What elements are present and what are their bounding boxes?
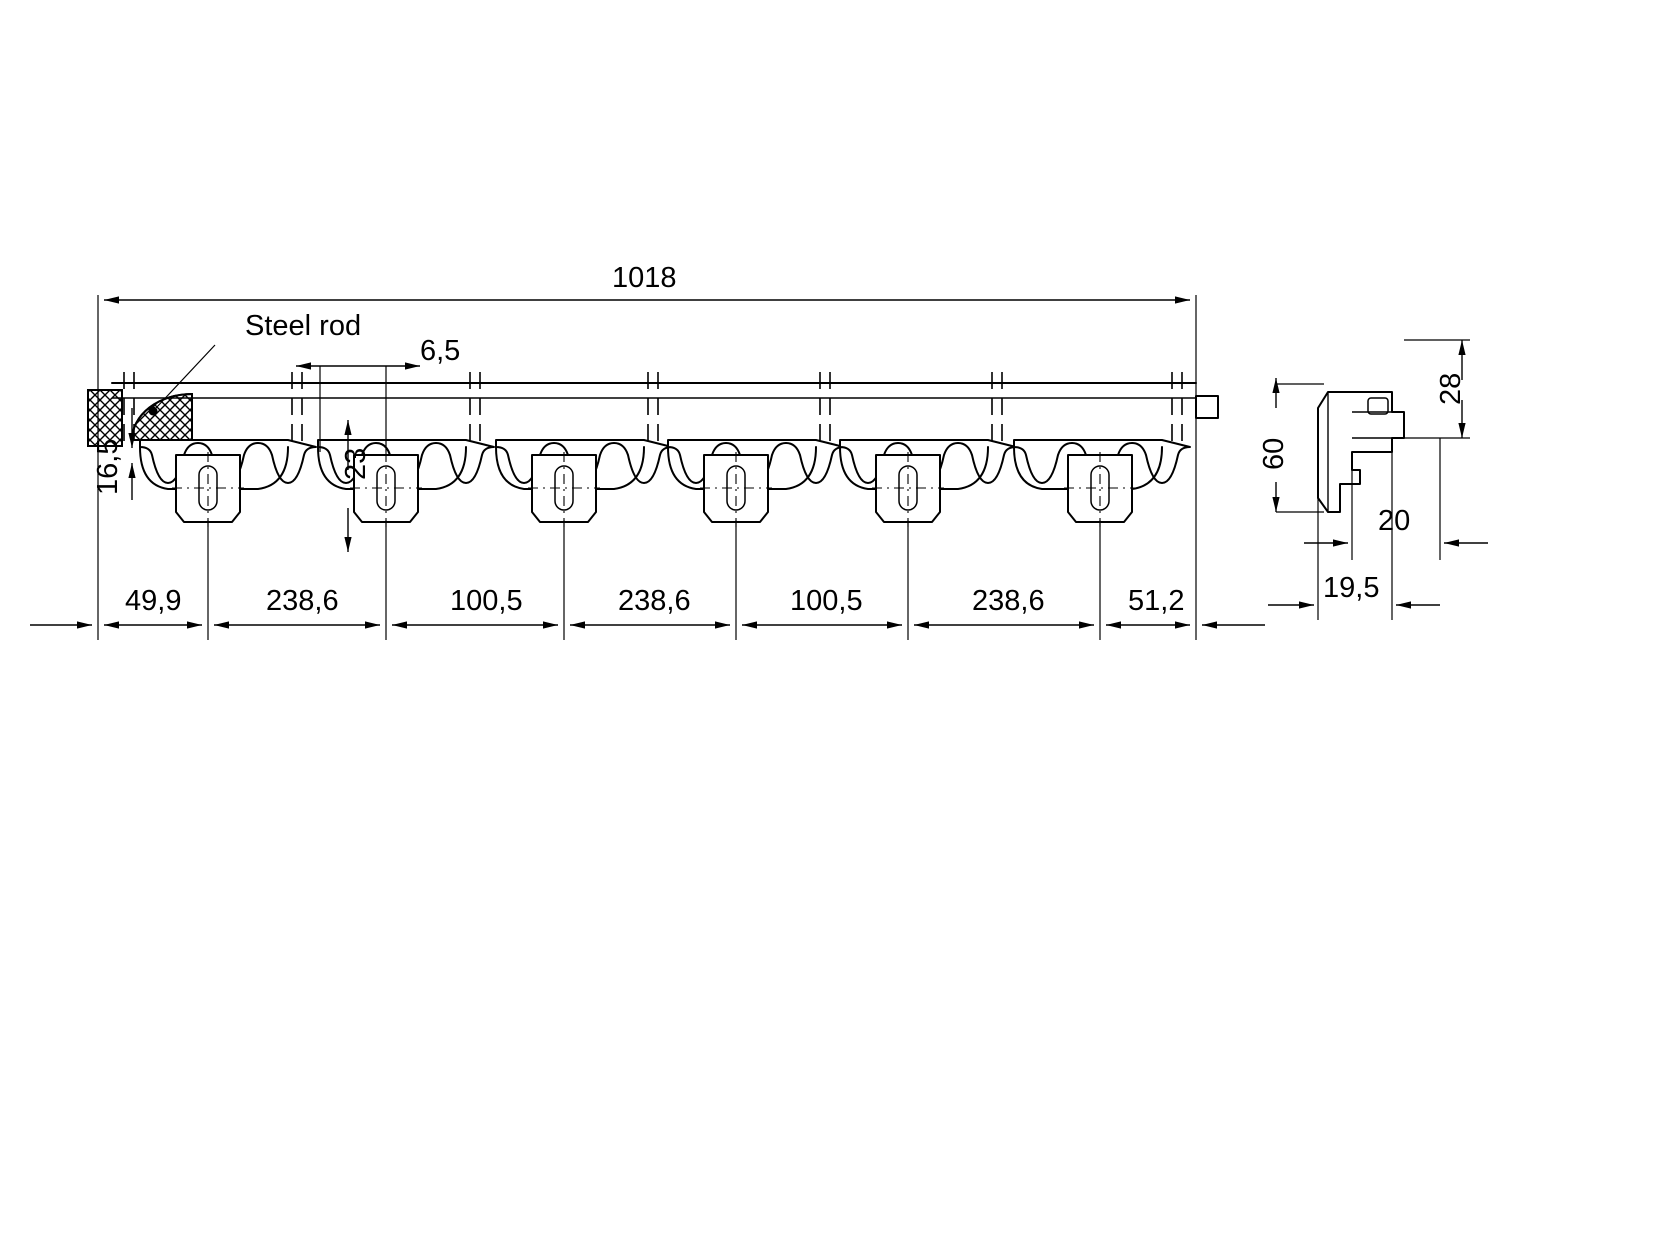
dim-label-seg-4: 238,6: [618, 585, 691, 617]
dim-label-overall-length: 1018: [612, 262, 677, 294]
dim-label-height-left: 16,5: [92, 438, 124, 495]
dim-label-side-total-height: 60: [1258, 437, 1290, 470]
dim-label-side-base-width: 19,5: [1323, 572, 1380, 604]
dim-label-seg-5: 100,5: [790, 585, 863, 617]
dim-label-seg-3: 100,5: [450, 585, 523, 617]
dim-label-seg-2: 238,6: [266, 585, 339, 617]
dim-label-tooth-height: 23: [340, 447, 372, 480]
annotation-steel-rod: Steel rod: [245, 310, 362, 342]
dim-label-pitch-small: 6,5: [420, 335, 461, 367]
dim-label-side-lower-width: 20: [1378, 505, 1411, 537]
dim-label-seg-7: 51,2: [1128, 585, 1185, 617]
dim-label-seg-6: 238,6: [972, 585, 1045, 617]
dim-label-side-upper-height: 28: [1435, 372, 1467, 405]
dim-label-seg-1: 49,9: [125, 585, 182, 617]
